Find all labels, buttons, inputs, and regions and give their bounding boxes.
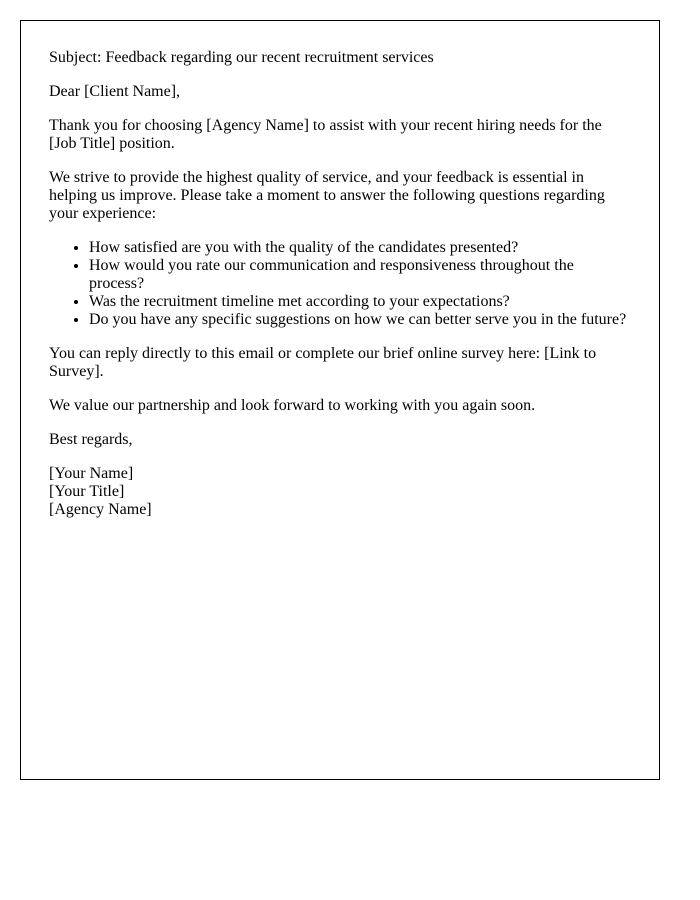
list-item: • How satisfied are you with the quality of the candidates presented?: [89, 239, 631, 257]
closing-line: Best regards,: [49, 431, 133, 448]
list-item: • How would you rate our communication and responsiveness throughout the process?: [89, 257, 631, 293]
partnership-paragraph: We value our partnership and look forward to working with you again soon.: [49, 397, 536, 414]
signature-block: [49, 465, 631, 519]
list-item: • Was the recruitment timeline met according to your expectations?: [89, 293, 631, 311]
questions-list: [49, 239, 631, 329]
intro-paragraph: Thank you for choosing [Agency Name] to assist with your recent hiring needs for the [Job Title] position.: [49, 117, 602, 152]
list-item: • Do you have any specific suggestions on how we can better serve you in the future?: [89, 311, 631, 329]
signature-title: [Your Title]: [49, 483, 125, 500]
greeting: Dear [Client Name],: [49, 83, 181, 100]
signature-name: [Your Name]: [49, 465, 134, 482]
survey-paragraph: You can reply directly to this email or complete our brief online survey here: [Link to Survey].: [49, 345, 597, 380]
signature-agency: [Agency Name]: [49, 501, 152, 518]
feedback-request-paragraph: We strive to provide the highest quality of service, and your feedback is essential in helping us improve. Please take a moment to answer the following questions regarding your experience:: [49, 169, 605, 222]
letter-container: [20, 20, 660, 780]
subject-line: Subject: Feedback regarding our recent recruitment services: [49, 49, 434, 66]
